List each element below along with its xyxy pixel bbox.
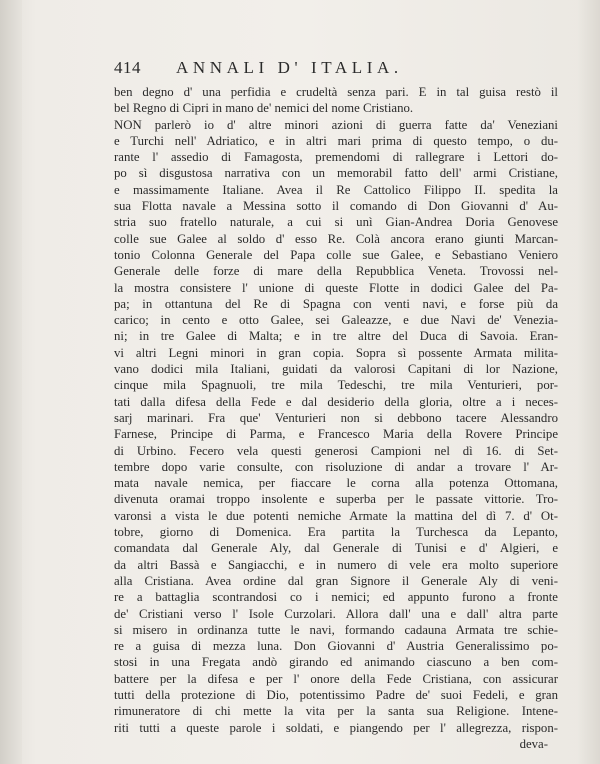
text-line: Farnese, Principe di Parma, e Francesco Maria della Rovere Principe bbox=[114, 427, 558, 442]
text-line: e massimamente Italiane. Avea il Re Cattolico Filippo II. spedita la bbox=[114, 182, 558, 197]
text-line: tobre, giorno di Domenica. Era partita la Turchesca da Lepanto, bbox=[114, 525, 558, 540]
text-line: vano dodici mila Italiani, guidati da valorosi Capitani di lor Nazione, bbox=[114, 362, 558, 377]
text-line: pa; in ottantuna del Re di Spagna con venti navi, e forse più da bbox=[114, 296, 558, 311]
text-line: po sì disgustosa narrativa con un memorabil fatto dell' armi Cristiane, bbox=[114, 166, 558, 181]
text-line: tati dalla difesa della Fede e dal desiderio della gloria, oltre a i neces- bbox=[114, 394, 558, 409]
running-title: ANNALI D' ITALIA. bbox=[176, 58, 403, 77]
text-line: comandata dal Generale Aly, dal Generale di Tunisi e d' Algieri, e bbox=[114, 541, 558, 556]
text-line: mata navale nemica, per fiaccare le corna alla potenza Ottomana, bbox=[114, 476, 558, 491]
text-line: de' Cristiani verso l' Isole Curzolari. Allora dall' una e dall' altra parte bbox=[114, 606, 558, 621]
text-line: tembre dopo varie consulte, con risoluzione di andar a trovare l' Ar- bbox=[114, 459, 558, 474]
text-line: NON parlerò io d' altre minori azioni di guerra fatte da' Veneziani bbox=[114, 117, 558, 132]
catchword: deva- bbox=[519, 736, 548, 751]
text-line: di Urbino. Fecero vela questi generosi Campioni nel dì 16. di Set- bbox=[114, 443, 558, 458]
text-line: riti tutti a queste parole i soldati, e piangendo per l' allegrezza, rispon- bbox=[114, 720, 558, 735]
text-line: re a guisa di mezza luna. Don Giovanni d' Austria Generalissimo po- bbox=[114, 639, 558, 654]
text-line: da altri Bassà e Sangiacchi, e in numero di vele era molto superiore bbox=[114, 557, 558, 572]
text-line: stria suo fratello naturale, a cui si unì Gian-Andrea Doria Genovese bbox=[114, 215, 558, 230]
page-header bbox=[114, 58, 470, 82]
text-line: tonio Colonna Generale del Papa colle sue Galee, e Sebastiano Veniero bbox=[114, 247, 558, 262]
page-edge bbox=[578, 0, 600, 764]
binding-gutter bbox=[0, 0, 22, 764]
text-line: tutti della protezione di Dio, potentissimo Padre de' suoi Fedeli, e gran bbox=[114, 687, 558, 702]
text-line: re a battaglia scontrandosi co i nemici; ed appunto furono a fronte bbox=[114, 590, 558, 605]
text-line: cinque mila Spagnuoli, tre mila Tedeschi, tre mila Venturieri, por- bbox=[114, 378, 558, 393]
text-line: Generale delle forze di mare della Repubblica Veneta. Trovossi nel- bbox=[114, 264, 558, 279]
text-line: stosi in una Fregata andò girando ed animando ciascuno a ben com- bbox=[114, 655, 558, 670]
text-line: ben degno d' una perfidia e crudeltà senza pari. E in tal guisa restò il bbox=[114, 85, 558, 99]
text-line: sarj marinari. Fra que' Venturieri non si debbono tacere Alessandro bbox=[114, 410, 558, 425]
text-line: carico; in cento e otto Galee, sei Galeazze, e due Navi de' Venezia- bbox=[114, 313, 558, 328]
body-text bbox=[114, 84, 558, 752]
text-line: battere per la difesa e per l' onore della Fede Cristiana, con assicurar bbox=[114, 671, 558, 686]
text-line: si misero in ordinanza tutte le navi, formando cadauna Armata tre schie- bbox=[114, 622, 558, 637]
text-line: e Turchi nell' Adriatico, e in altri mari prima di questo tempo, o du- bbox=[114, 133, 558, 148]
text-line: la mostra consistere l' unione di queste Flotte in dodici Galee del Pa- bbox=[114, 280, 558, 295]
text-line: ni; in tre Galee di Malta; e in tre altre del Duca di Savoia. Eran- bbox=[114, 329, 558, 344]
text-line: varonsi a vista le due potenti nemiche Armate la mattina del dì 7. d' Ot- bbox=[114, 508, 558, 523]
text-line: colle sue Galee al soldo d' esso Re. Colà ancora erano giunti Marcan- bbox=[114, 231, 558, 246]
text-line: divenuta oramai troppo insolente e superba per le passate vittorie. Tro- bbox=[114, 492, 558, 507]
text-line: bel Regno di Cipri in mano de' nemici del nome Cristiano. bbox=[114, 101, 414, 116]
text-line: alla Cristiana. Avea ordine dal gran Signore il Generale Aly di veni- bbox=[114, 573, 558, 588]
text-line: rimuneratore di chi mette la vita per la santa sua Religione. Intene- bbox=[114, 704, 558, 719]
page-number: 414 bbox=[114, 58, 141, 77]
text-line: rante l' assedio di Famagosta, premendomi di rallegrare i Lettori do- bbox=[114, 150, 558, 165]
text-line: sua Flotta navale a Messina sotto il comando di Don Giovanni d' Au- bbox=[114, 199, 558, 214]
text-line: vi altri Legni minori in gran copia. Sopra sì possente Armata milita- bbox=[114, 345, 558, 360]
